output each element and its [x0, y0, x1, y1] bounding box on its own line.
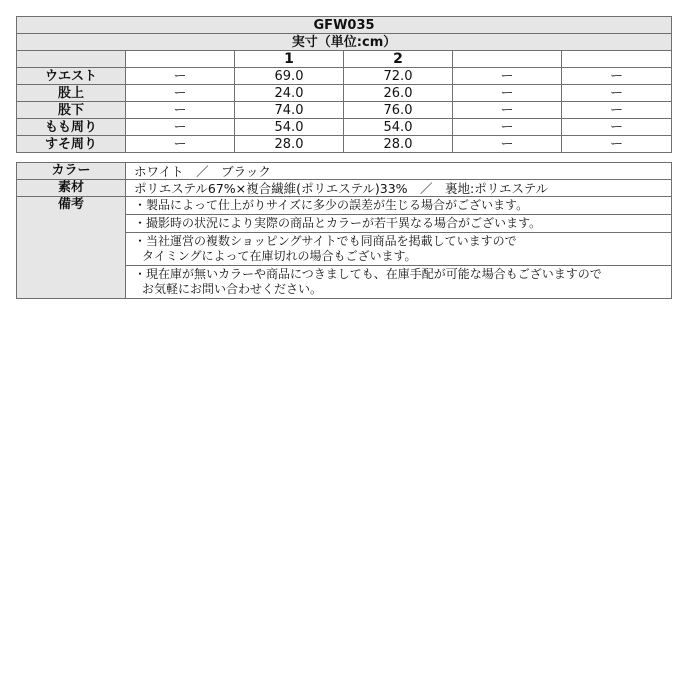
size-cell: ー [562, 102, 672, 119]
corner-cell [17, 51, 126, 68]
size-cell: 28.0 [235, 136, 344, 153]
size-column-header [562, 51, 672, 68]
material-label: 素材 [17, 180, 126, 197]
notes-list [126, 197, 672, 299]
color-row [17, 163, 672, 180]
size-cell: 28.0 [344, 136, 453, 153]
size-cell: ー [453, 68, 562, 85]
size-cell: 72.0 [344, 68, 453, 85]
size-cell: ー [126, 119, 235, 136]
size-cell: ー [126, 136, 235, 153]
size-cell: 24.0 [235, 85, 344, 102]
note-text-continued: タイミングによって在庫切れの場合もございます。 [142, 249, 417, 263]
size-cell: ー [453, 136, 562, 153]
row-label: ウエスト [17, 68, 126, 85]
note-item [126, 233, 671, 266]
size-cell: ー [126, 68, 235, 85]
size-row-inseam [17, 102, 672, 119]
product-info-table [16, 162, 672, 299]
size-cell: 26.0 [344, 85, 453, 102]
size-table [16, 16, 672, 153]
size-cell: 54.0 [235, 119, 344, 136]
product-code: GFW035 [17, 17, 672, 34]
notes-label: 備考 [17, 197, 126, 299]
color-label: カラー [17, 163, 126, 180]
row-label: 股下 [17, 102, 126, 119]
size-cell: ー [453, 85, 562, 102]
note-text: ・撮影時の状況により実際の商品とカラーが若干異なる場合がございます。 [134, 216, 542, 230]
size-column-header [453, 51, 562, 68]
note-text: ・現在庫が無いカラーや商品につきましても、在庫手配が可能な場合もございますので [134, 267, 602, 281]
note-item [126, 266, 671, 298]
note-text: ・当社運営の複数ショッピングサイトでも同商品を掲載していますので [134, 234, 517, 248]
size-column-header: 2 [344, 51, 453, 68]
material-value: ポリエステル67%×複合繊維(ポリエステル)33% ／ 裏地:ポリエステル [126, 180, 672, 197]
note-text-continued: お気軽にお問い合わせください。 [142, 282, 323, 296]
size-cell: ー [453, 119, 562, 136]
size-column-header [126, 51, 235, 68]
size-cell: ー [562, 136, 672, 153]
size-cell: 76.0 [344, 102, 453, 119]
size-unit-heading: 実寸（単位:cm） [17, 34, 672, 51]
size-row-waist [17, 68, 672, 85]
size-cell: ー [453, 102, 562, 119]
note-item [126, 215, 671, 233]
note-text: ・製品によって仕上がりサイズに多少の誤差が生じる場合がございます。 [134, 198, 529, 212]
note-item [126, 197, 671, 215]
size-cell: ー [562, 119, 672, 136]
row-label: すそ周り [17, 136, 126, 153]
notes-row [17, 197, 672, 299]
row-label: 股上 [17, 85, 126, 102]
size-column-header: 1 [235, 51, 344, 68]
size-cell: ー [126, 102, 235, 119]
size-cell: 74.0 [235, 102, 344, 119]
size-cell: ー [562, 68, 672, 85]
size-cell: ー [562, 85, 672, 102]
row-label: もも周り [17, 119, 126, 136]
size-row-thigh [17, 119, 672, 136]
size-row-hem [17, 136, 672, 153]
size-cell: 54.0 [344, 119, 453, 136]
color-value: ホワイト ／ ブラック [126, 163, 672, 180]
size-column-header-row [17, 51, 672, 68]
material-row [17, 180, 672, 197]
size-cell: ー [126, 85, 235, 102]
size-cell: 69.0 [235, 68, 344, 85]
size-row-rise [17, 85, 672, 102]
